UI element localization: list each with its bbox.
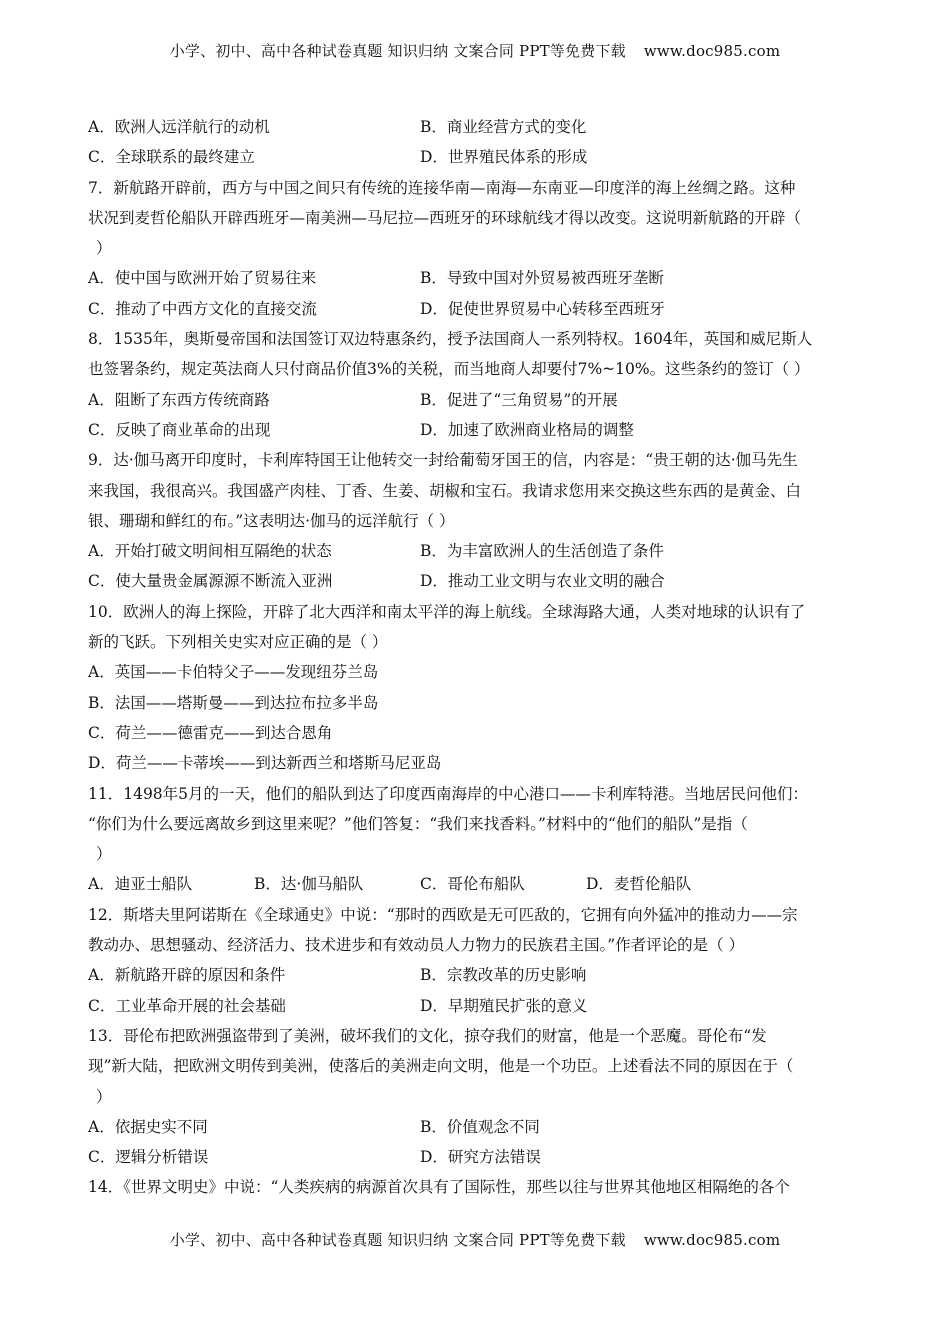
q7-stem-line1: 7．新航路开辟前，西方与中国之间只有传统的连接华南—南海—东南亚—印度洋的海上丝绸之路。这种 <box>88 178 796 197</box>
q11-option-d: D．麦哲伦船队 <box>586 875 692 894</box>
q8-options-row1 <box>88 385 860 415</box>
q12-options-row2 <box>88 991 860 1021</box>
q7-options-row1 <box>88 263 860 293</box>
q13-option-c: C．逻辑分析错误 <box>88 1148 209 1167</box>
q10-option-c: C．荷兰——德雷克——到达合恩角 <box>88 723 333 742</box>
q12-option-c: C．工业革命开展的社会基础 <box>88 996 286 1015</box>
q6-option-a: A．欧洲人远洋航行的动机 <box>88 118 270 136</box>
q12-option-d: D．早期殖民扩张的意义 <box>420 996 588 1015</box>
q8-option-d: D．加速了欧洲商业格局的调整 <box>420 420 634 439</box>
q6-option-c: C．全球联系的最终建立 <box>88 148 255 167</box>
q13-option-a: A．依据史实不同 <box>88 1117 208 1136</box>
q11-stem-line3: ） <box>96 845 112 864</box>
q11-stem-line1: 11．1498年5月的一天，他们的船队到达了印度西南海岸的中心港口——卡利库特港。当地居民问他们： <box>88 784 809 803</box>
q6-options-row1 <box>88 112 860 142</box>
q10-option-d: D．荷兰——卡蒂埃——到达新西兰和塔斯马尼亚岛 <box>88 754 442 773</box>
q8-options-row2 <box>88 415 860 445</box>
q7-option-b: B．导致中国对外贸易被西班牙垄断 <box>420 269 664 288</box>
q13-stem-line2: 现”新大陆，把欧洲文明传到美洲，使落后的美洲走向文明，他是一个功臣。上述看法不同的原因在于（ <box>88 1057 794 1076</box>
q6-option-d: D．世界殖民体系的形成 <box>420 148 588 167</box>
header-banner-url[interactable]: www.doc985.com <box>643 42 781 60</box>
q9-options-row1 <box>88 536 860 566</box>
q7-options-row2 <box>88 294 860 324</box>
q9-options-row2 <box>88 566 860 596</box>
q9-stem-line1: 9．达·伽马离开印度时，卡利库特国王让他转交一封给葡萄牙国王的信，内容是：“贵王朝的达·伽马先生 <box>88 451 798 470</box>
q12-option-a: A．新航路开辟的原因和条件 <box>88 966 286 985</box>
footer-banner <box>0 1229 950 1250</box>
q8-stem-line1: 8．1535年，奥斯曼帝国和法国签订双边特惠条约，授予法国商人一系列特权。1604年，英国和威尼斯人 <box>88 330 813 349</box>
q9-option-a: A．开始打破文明间相互隔绝的状态 <box>88 542 332 561</box>
q9-option-d: D．推动工业文明与农业文明的融合 <box>420 572 665 591</box>
q6-option-b: B．商业经营方式的变化 <box>420 118 587 136</box>
footer-banner-url[interactable]: www.doc985.com <box>643 1231 781 1249</box>
q12-options-row1 <box>88 960 860 990</box>
q12-option-b: B．宗教改革的历史影响 <box>420 966 587 985</box>
q12-stem-line2: 教动办、思想骚动、经济活力、技术进步和有效动员人力物力的民族君主国。”作者评论的是（ ） <box>88 936 745 955</box>
q9-stem-line3: 银、珊瑚和鲜红的布。”这表明达·伽马的远洋航行（ ） <box>88 511 455 530</box>
q13-options-row2 <box>88 1142 860 1172</box>
q10-option-a: A．英国——卡伯特父子——发现纽芬兰岛 <box>88 663 379 682</box>
q8-option-a: A．阻断了东西方传统商路 <box>88 390 270 409</box>
header-banner <box>0 40 950 61</box>
q10-stem-line2: 新的飞跃。下列相关史实对应正确的是（ ） <box>88 633 388 652</box>
q7-stem-line3: ） <box>96 239 112 258</box>
q9-option-c: C．使大量贵金属源源不断流入亚洲 <box>88 572 333 591</box>
q9-stem-line2: 来我国，我很高兴。我国盛产肉桂、丁香、生姜、胡椒和宝石。我请求您用来交换这些东西的是黄金、白 <box>88 481 802 500</box>
q13-option-d: D．研究方法错误 <box>420 1148 541 1167</box>
q11-option-b: B．达·伽马船队 <box>254 875 364 894</box>
q11-option-a: A．迪亚士船队 <box>88 875 193 894</box>
q11-stem-line2: “你们为什么要远离故乡到这里来呢？”他们答复：“我们来找香料。”材料中的“他们的船队”是指（ <box>88 814 748 833</box>
q11-option-c: C．哥伦布船队 <box>420 875 525 894</box>
q6-options-row2 <box>88 142 860 172</box>
q10-stem-line1: 10．欧洲人的海上探险，开辟了北大西洋和南太平洋的海上航线。全球海路大通，人类对地球的认识有了 <box>88 602 806 621</box>
q11-options-row <box>88 869 860 899</box>
q10-option-b: B．法国——塔斯曼——到达拉布拉多半岛 <box>88 693 379 712</box>
q8-option-c: C．反映了商业革命的出现 <box>88 420 271 439</box>
q8-stem-line2: 也签署条约，规定英法商人只付商品价值3%的关税，而当地商人却要付7%~10%。这些条约的签订（ ） <box>88 360 810 379</box>
q9-option-b: B．为丰富欧洲人的生活创造了条件 <box>420 542 664 561</box>
q13-stem-line1: 13．哥伦布把欧洲强盗带到了美洲，破坏我们的文化，掠夺我们的财富，他是一个恶魔。哥伦布“发 <box>88 1026 767 1045</box>
q12-stem-line1: 12．斯塔夫里阿诺斯在《全球通史》中说：“那时的西欧是无可匹敌的，它拥有向外猛冲的推动力——宗 <box>88 905 798 924</box>
q13-stem-line3: ） <box>96 1087 112 1106</box>
footer-banner-text: 小学、初中、高中各种试卷真题 知识归纳 文案合同 PPT等免费下载 <box>169 1231 626 1249</box>
q13-option-b: B．价值观念不同 <box>420 1117 540 1136</box>
q7-option-d: D．促使世界贸易中心转移至西班牙 <box>420 299 665 318</box>
q14-stem-line1: 14．《世界文明史》中说：“人类疾病的病源首次具有了国际性，那些以往与世界其他地区相隔绝的各个 <box>88 1178 790 1197</box>
q7-stem-line2: 状况到麦哲伦船队开辟西班牙—南美洲—马尼拉—西班牙的环球航线才得以改变。这说明新航路的开辟（ <box>88 208 802 227</box>
q8-option-b: B．促进了“三角贸易”的开展 <box>420 390 618 409</box>
q7-option-a: A．使中国与欧洲开始了贸易往来 <box>88 269 317 288</box>
header-banner-text: 小学、初中、高中各种试卷真题 知识归纳 文案合同 PPT等免费下载 <box>169 42 626 60</box>
q7-option-c: C．推动了中西方文化的直接交流 <box>88 299 317 318</box>
question-content <box>88 112 860 1203</box>
q13-options-row1 <box>88 1112 860 1142</box>
